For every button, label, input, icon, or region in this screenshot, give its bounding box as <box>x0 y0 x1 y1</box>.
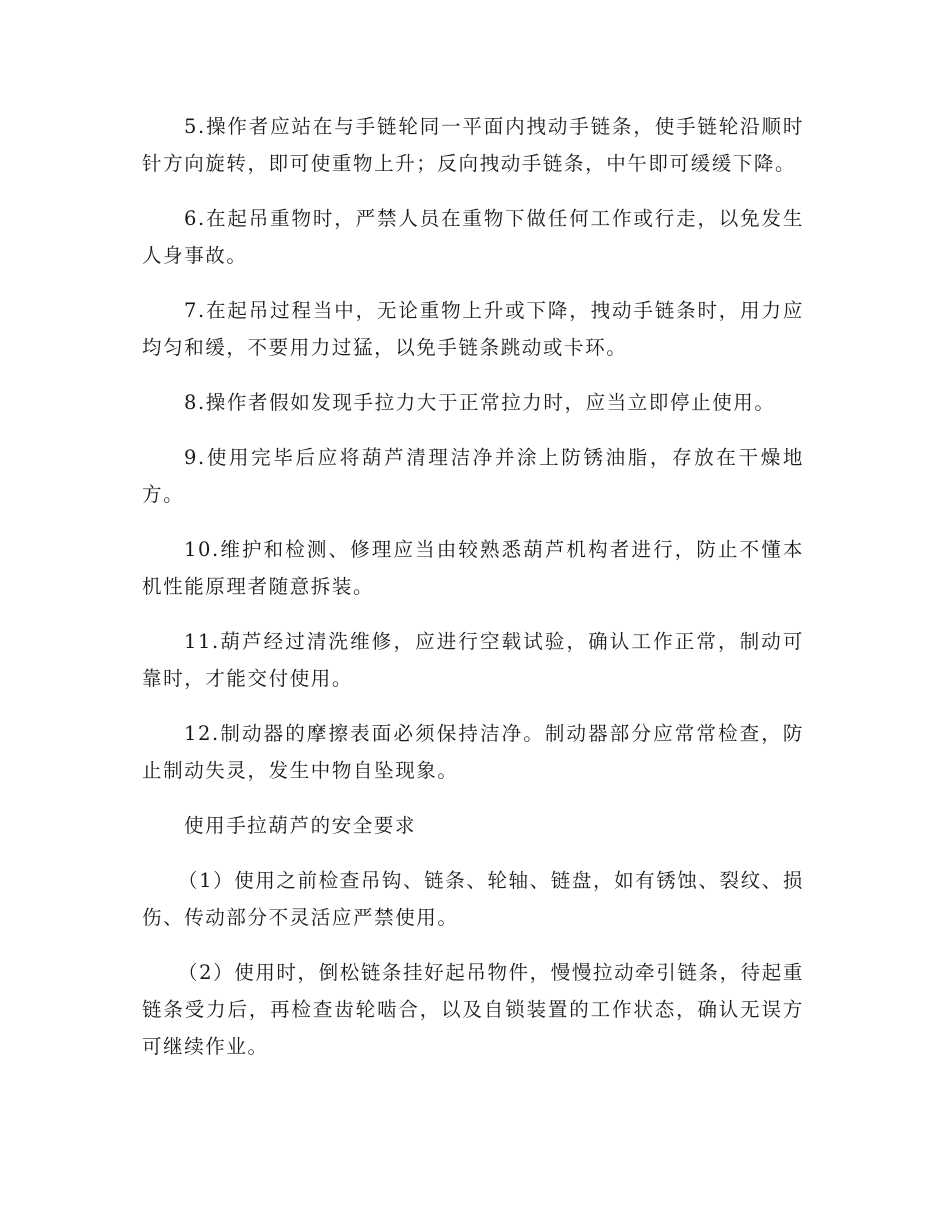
paragraph-item-7: 7.在起吊过程当中，无论重物上升或下降，拽动手链条时，用力应均匀和缓，不要用力过猛，以免手链条跳动或卡环。 <box>142 299 804 359</box>
paragraph-item-5: 5.操作者应站在与手链轮同一平面内拽动手链条，使手链轮沿顺时针方向旋转，即可使重物上升；反向拽动手链条，中午即可缓缓下降。 <box>142 115 804 175</box>
sub-item-1: （1）使用之前检查吊钩、链条、轮轴、链盘，如有锈蚀、裂纹、损伤、传动部分不灵活应严禁使用。 <box>142 869 804 929</box>
paragraph-item-12: 12.制动器的摩擦表面必须保持洁净。制动器部分应常常检查，防止制动失灵，发生中物自坠现象。 <box>142 722 804 782</box>
paragraph-item-9: 9.使用完毕后应将葫芦清理洁净并涂上防锈油脂，存放在干燥地方。 <box>142 446 804 506</box>
paragraph-item-6: 6.在起吊重物时，严禁人员在重物下做任何工作或行走，以免发生人身事故。 <box>142 207 804 267</box>
paragraph-item-11: 11.葫芦经过清洗维修，应进行空载试验，确认工作正常，制动可靠时，才能交付使用。 <box>142 630 804 690</box>
paragraph-item-10: 10.维护和检测、修理应当由较熟悉葫芦机构者进行，防止不懂本机性能原理者随意拆装。 <box>142 538 804 598</box>
sub-item-2: （2）使用时，倒松链条挂好起吊物件，慢慢拉动牵引链条，待起重链条受力后，再检查齿轮啮合，以及自锁装置的工作状态，确认无误方可继续作业。 <box>142 961 804 1058</box>
section-title: 使用手拉葫芦的安全要求 <box>184 814 417 837</box>
paragraph-item-8: 8.操作者假如发现手拉力大于正常拉力时，应当立即停止使用。 <box>184 391 776 414</box>
document-body <box>142 108 804 1083</box>
